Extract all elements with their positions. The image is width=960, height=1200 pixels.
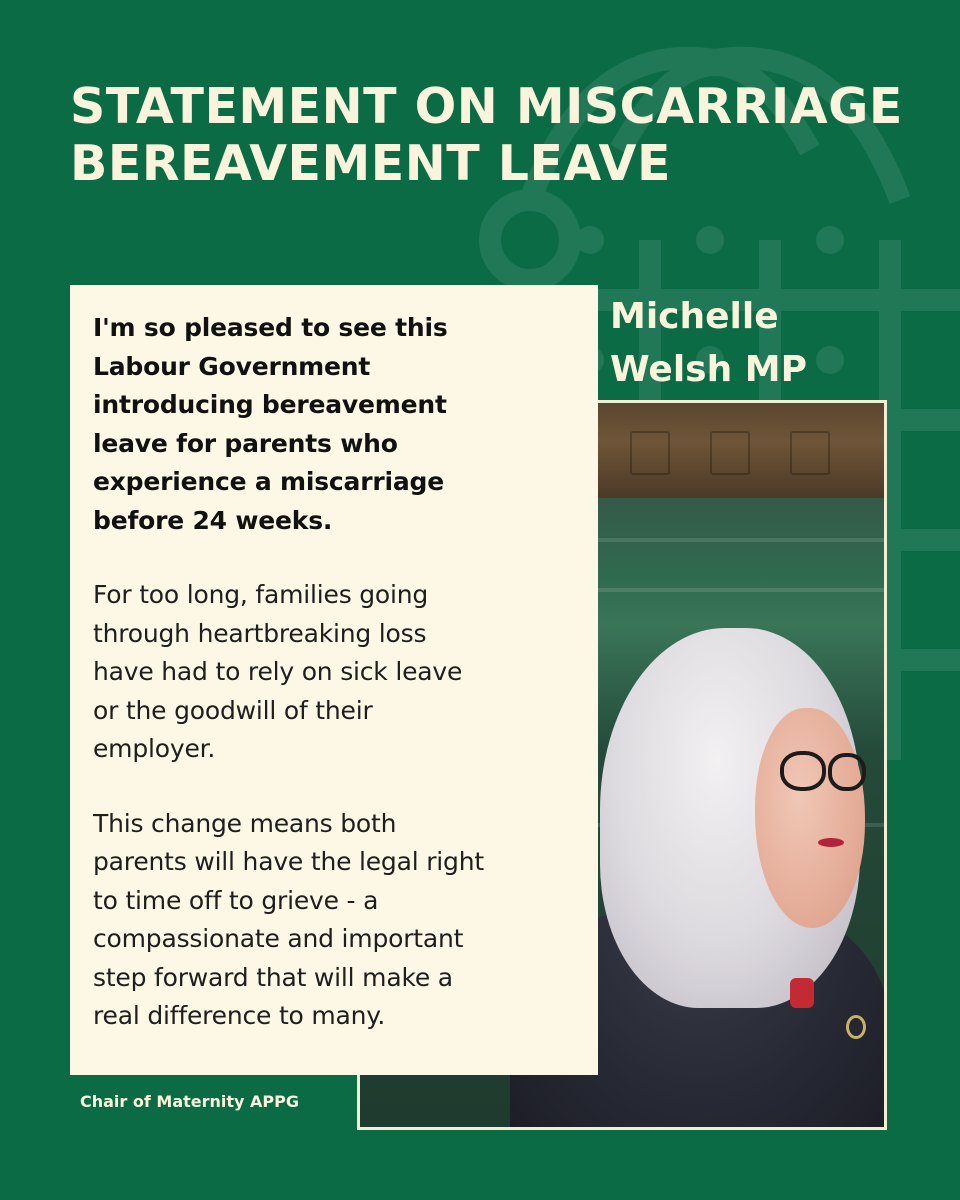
quote-line: leave for parents who <box>93 428 398 458</box>
quote-line: have had to rely on sick leave <box>93 657 463 686</box>
quote-line: before 24 weeks. <box>93 505 333 535</box>
photo-glasses <box>780 751 826 791</box>
quote-line: through heartbreaking loss <box>93 618 427 648</box>
quote-line: Labour Government <box>93 351 371 381</box>
quote-card <box>70 285 598 1075</box>
photo-brooch <box>846 1015 866 1039</box>
photo-collar <box>790 978 814 1008</box>
photo-glasses <box>828 753 866 791</box>
quote-line: experience a miscarriage <box>93 467 444 496</box>
photo-panel <box>710 431 750 475</box>
headline <box>70 78 930 192</box>
quote-line: For too long, families going <box>93 580 429 609</box>
quote-line: real difference to many. <box>93 1001 386 1030</box>
photo-panel <box>630 431 670 475</box>
speaker-name-line: Michelle <box>610 296 779 337</box>
speaker-name-line: Welsh MP <box>610 349 807 390</box>
quote-paragraph <box>93 576 576 769</box>
quote-line: parents will have the legal right <box>93 847 484 876</box>
quote-line: I'm so pleased to see this <box>93 313 448 342</box>
photo-lips <box>818 838 844 847</box>
quote-line: employer. <box>93 734 216 763</box>
quote-line: compassionate and important <box>93 924 464 953</box>
photo-face <box>755 708 865 928</box>
speaker-role: Chair of Maternity APPG <box>80 1092 299 1111</box>
quote-line: to time off to grieve - a <box>93 885 379 915</box>
headline-line: BEREAVEMENT LEAVE <box>70 135 671 192</box>
headline-line: STATEMENT ON MISCARRIAGE <box>70 78 903 135</box>
quote-line: This change means both <box>93 808 397 838</box>
quote-line: step forward that will make a <box>93 962 453 992</box>
photo-panel <box>790 431 830 475</box>
quote-line: introducing bereavement <box>93 390 447 419</box>
quote-line: or the goodwill of their <box>93 695 373 725</box>
quote-paragraph <box>93 805 576 1036</box>
speaker-name <box>610 290 910 396</box>
quote-lead <box>93 309 576 540</box>
